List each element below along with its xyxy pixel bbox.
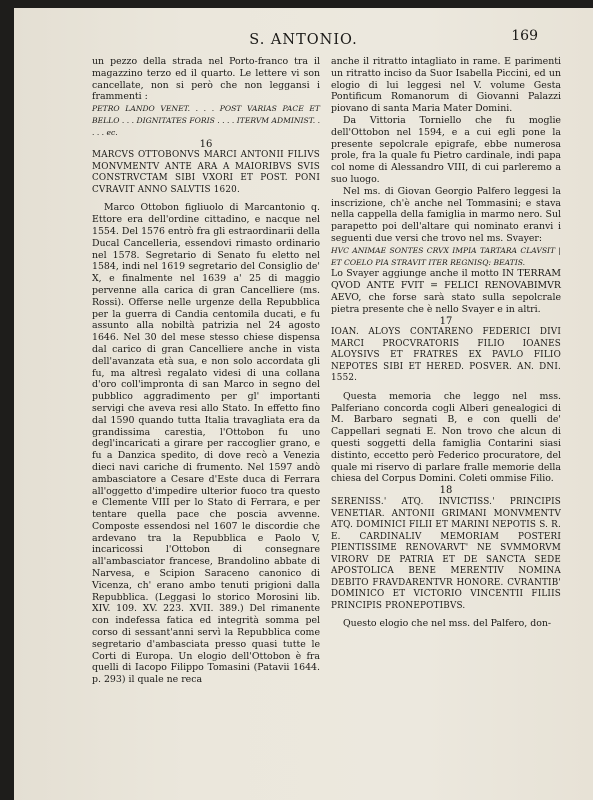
page-number: 169 bbox=[511, 28, 538, 44]
running-header: S. ANTONIO. bbox=[249, 32, 358, 48]
verses-svayer: HVC ANIMAE SONTES CRVX IMPIA TARTARA CLAVSIT | ET COELO PIA STRAVIT ITER REGNISQ: BEATIS. bbox=[331, 245, 561, 267]
paragraph-palfero: Nel ms. di Giovan Georgio Palfero leggesi la inscrizione, ch'è anche nel Tommasini; e stava nella cappella della famiglia in marmo nero. Sul parapetto poi dell'altare qui nominato eranvi i seguenti due versi che trovo nel ms. Svayer: bbox=[331, 185, 561, 244]
paragraph-motto: Lo Svayer aggiunge anche il motto IN TERRAM QVOD ANTE FVIT = FELICI RENOVABIMVR AEVO, che forse sarà stato sulla sepolcrale pietra presente che è nello Svayer e in altri. bbox=[331, 268, 561, 315]
intro-paragraph: un pezzo della strada nel Porto-franco tra il magazzino terzo ed il quarto. Le lettere vi son cancellate, non si però che non leggansi i frammenti : bbox=[92, 56, 320, 103]
inscription-16: MARCVS OTTOBONVS MARCI ANTONII FILIVS MONVMENTV ANTE ARA A MAIORIBVS SVIS CONSTRVCTAM SIBI VXORI ET POST. PONI CVRAVIT ANNO SALVTIS 1620. bbox=[92, 150, 320, 195]
right-column bbox=[331, 56, 561, 630]
section-number-18: 18 bbox=[439, 485, 453, 497]
inscription-18: SERENISS.' ATQ. INVICTISS.' PRINCIPIS VENETIAR. ANTONII GRIMANI MONVMENTV ATQ. DOMINICI FILII ET MARINI NEPOTIS S. R. E. CARDINALIV MEMORIAM POSTERI PIENTISSIME RENOVARVT' NE SVMMORVM VIRORV DE PATRIA ET DE SANCTA SEDE APOSTOLICA BENE MERENTIV NOMINA DEBITO FRAVDARENTVR HONORE. CVRANTIB' DOMINICO ET VICTORIO VINCENTII FILIIS PRINCIPIS PRONEPOTIBVS. bbox=[331, 497, 561, 611]
section-number-16: 16 bbox=[199, 138, 213, 150]
inscription-17: IOAN. ALOYS CONTARENO FEDERICI DIVI MARCI PROCVRATORIS FILIO IOANES ALOYSIVS ET FRATRES EX PAVLO FILIO NEPOTES SIBI ET HERED. POSVER. AN. DNI. 1552. bbox=[331, 327, 561, 384]
paragraph-torniello: Da Vittoria Torniello che fu moglie dell'Ottobon nel 1594, e a cui egli pone la presente sepolcrale epigrafe, ebbe numerosa prole, fra la quale fu Pietro cardinale, indi papa col nome di Alessandro VIII, di cui parleremo a suo luogo. bbox=[331, 114, 561, 185]
body-paragraph-ottobon: Marco Ottobon figliuolo di Marcantonio q. Ettore era dell'ordine cittadino, e nacque nel 1554. Del 1576 entrò fra gli estraordinarii della Ducal Cancelleria, essendovi rimasto ordinario nel 1578. Segretario di Senato fu eletto nel 1584, indi nel 1619 segretario del Consiglio de' X, e finalmente nel 1639 a' 25 di maggio pervenne alla carica di gran Cancelliere (ms. Rossi). Offerse nelle urgenze della Repubblica per la guerra di Candia centomila ducati, e fu assunto alla nobiltà patrizia nel 24 agosto 1646. Nel 30 del mese stesso chiese dispensa dal carico di gran Cancelliere anche in vista dell'avanzata età sua, e non solo accordata gli fu, ma altresì regalato videsi di una collana d'oro coll'impronta di san Marco in segno del pubblico aggradimento per gl' importanti servigi che aveva resi allo Stato. In effetto fino dal 1590 quando tutta Italia travagliata era da grandissima carestia, l'Ottobon fu uno degl'incaricati a girare per raccoglier grano, e fu a Danzica spedito, di dove recò a Venezia dieci navi cariche di frumento. Nel 1597 andò ambasciatore a Cesare d'Este duca di Ferrara all'oggetto d'impedire ulterior fuoco tra questo e Clemente VIII per lo Stato di Ferrara, e per tentare quella pace che poscia avvenne. Composte essendosi nel 1607 le discordie che ardevano tra la Repubblica e Paolo V, incaricossi l'Ottobon di consegnare all'ambasciator francese, Brandolino abbate di Narvesa, e Scipion Saraceno canonico di Vicenza, ch' erano ambo tenuti prigioni dalla Repubblica. (Leggasi lo storico Morosini lib. XIV. 109. XV. 223. XVII. 389.) Del rimanente con indefessa fatica ed integrità somma pel corso di sessant'anni servì la Repubblica come segretario d'ambasciata presso quasi tutte le Corti di Europa. Un elogio dell'Ottobon è fra quelli di Iacopo Filippo Tomasini (Patavii 1644. p. 293) il quale ne reca bbox=[92, 202, 320, 686]
paragraph-ritratto: anche il ritratto intagliato in rame. E parimenti un ritratto inciso da Suor Isabella Piccini, ed un elogio di lui leggesi nel V. volume Gesta Pontificum Romanorum di Giovanni Palazzi piovano di santa Maria Mater Domini. bbox=[331, 56, 561, 115]
paragraph-elogio: Questo elogio che nel mss. del Palfero, don- bbox=[343, 618, 552, 629]
section-number-17: 17 bbox=[439, 315, 453, 327]
paragraph-memoria: Questa memoria che leggo nel mss. Palferiano concorda cogli Alberi genealogici di M. Barbaro segnati B, e con quelli de' Cappellari segnati E. Non trovo che alcun di questi soggetti della famiglia Contarini siasi distinto, eccetto però Federico procuratore, del quale mi riservo di parlare fralle memorie della chiesa del Corpus Domini. Coleti ommise Filio. bbox=[331, 390, 561, 485]
left-column bbox=[92, 56, 320, 686]
book-page bbox=[14, 8, 593, 800]
inscription-fragment: PETRO LANDO VENET. . . . POST VARIAS PACE ET BELLO . . . DIGNITATES FORIS . . . . ITERVM ADMINIST. . . . . ec. bbox=[92, 104, 320, 137]
